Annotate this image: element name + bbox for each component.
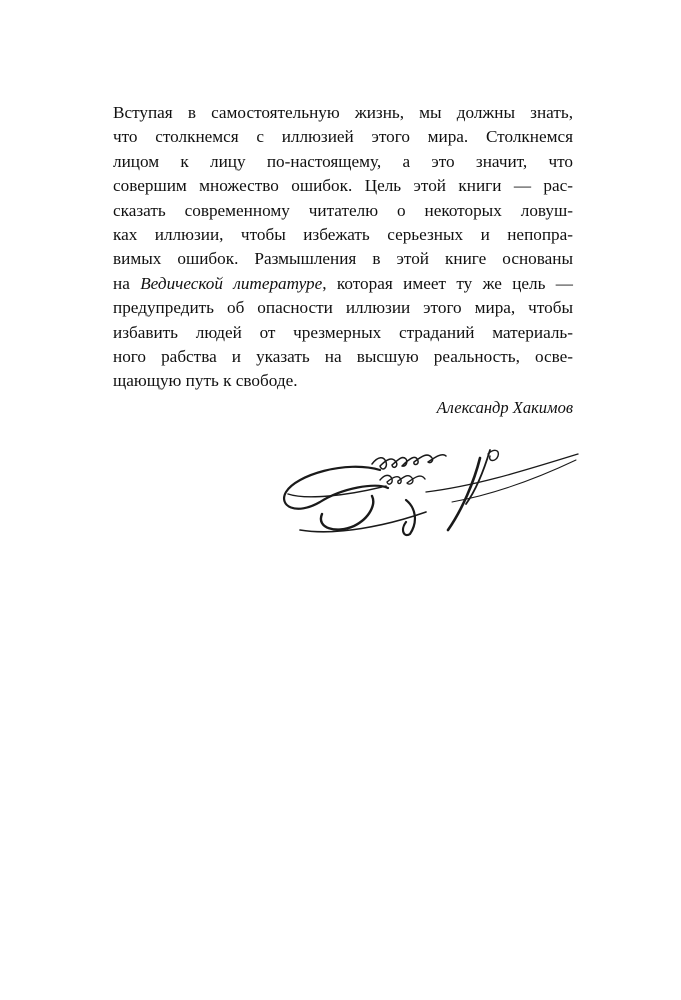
text-fragment: , которая имеет ту же цель — (322, 273, 573, 293)
text-line: что столкнемся с иллюзией этого мира. Столкнемся (113, 127, 573, 147)
text-line: ках иллюзии, чтобы избежать серьезных и непопра- (113, 224, 573, 244)
text-line-with-italic (113, 272, 573, 296)
text-line: вимых ошибок. Размышления в этой книге основаны (113, 249, 573, 269)
text-line: совершим множество ошибок. Цель этой книги — рас- (113, 176, 573, 196)
text-line: щающую путь к свободе. (113, 371, 298, 391)
text-fragment: на (113, 273, 141, 293)
author-name: Александр Хакимов (436, 398, 573, 417)
preface-text (113, 101, 573, 394)
text-line: ного рабства и указать на высшую реальность, осве- (113, 346, 573, 366)
handwritten-signature (276, 430, 586, 540)
text-line: лицом к лицу по-настоящему, а это значит, что (113, 151, 573, 171)
text-line: сказать современному читателю о некоторых ловуш- (113, 200, 573, 220)
text-line: предупредить об опасности иллюзии этого мира, чтобы (113, 298, 573, 318)
text-line: Вступая в самостоятельную жизнь, мы должны знать, (113, 103, 573, 122)
text-line: избавить людей от чрезмерных страданий материаль- (113, 322, 573, 342)
italic-title: Ведической литературе (140, 273, 323, 293)
